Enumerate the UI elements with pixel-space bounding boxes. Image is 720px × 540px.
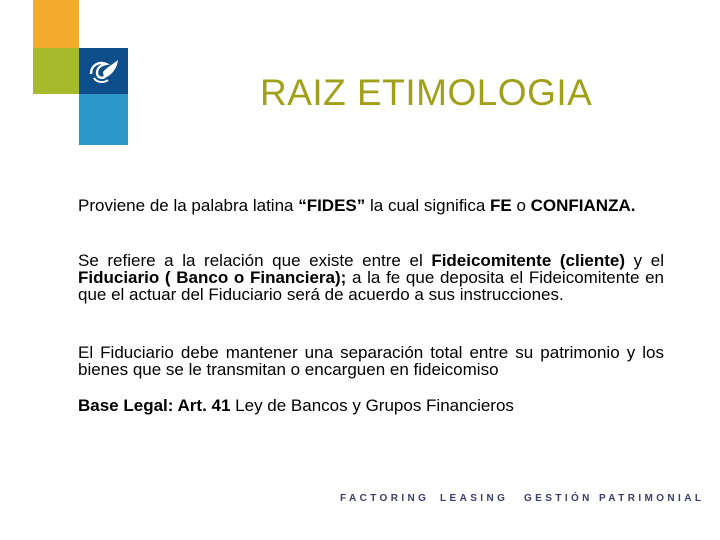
text-run: o <box>511 196 531 215</box>
text-run: Ley de Bancos y Grupos Financieros <box>230 396 514 415</box>
text-run: la cual significa <box>365 196 490 215</box>
paragraph-definition <box>78 197 664 214</box>
bold-run: Fideicomitente (cliente) <box>431 251 626 270</box>
footer-item-gestion-patrimonial: GESTIÓN PATRIMONIAL <box>524 493 705 504</box>
leaf-swirl-icon <box>87 56 121 86</box>
bold-run: Fiduciario ( Banco o Financiera); <box>78 268 347 287</box>
decor-square-teal <box>79 94 128 145</box>
paragraph-relation <box>78 252 664 303</box>
text-run: Proviene de la palabra latina <box>78 196 299 215</box>
text-run: a la fe que deposita el Fideicomitente en que el actuar del Fiduciario será de acuerdo a sus instrucciones. <box>78 268 664 304</box>
logo-square <box>79 48 128 94</box>
footer-item-leasing: LEASING <box>440 493 509 504</box>
decor-square-green <box>33 48 79 94</box>
page-title: RAIZ ETIMOLOGIA <box>260 72 593 113</box>
bold-run: “FIDES” <box>298 196 366 215</box>
paragraph-legal-base <box>78 397 664 414</box>
footer-item-factoring: FACTORING <box>340 493 430 504</box>
text-run: Se refiere a la relación que existe entre el <box>78 251 432 270</box>
bold-run: FE <box>490 196 512 215</box>
text-run: y el <box>625 251 664 270</box>
bold-run: CONFIANZA. <box>530 196 636 215</box>
decor-square-orange <box>33 0 79 48</box>
paragraph-separation: El Fiduciario debe mantener una separación total entre su patrimonio y los bienes que se le transmitan o encarguen en fideicomiso <box>78 343 664 379</box>
bold-run: Base Legal: Art. 41 <box>78 396 231 415</box>
